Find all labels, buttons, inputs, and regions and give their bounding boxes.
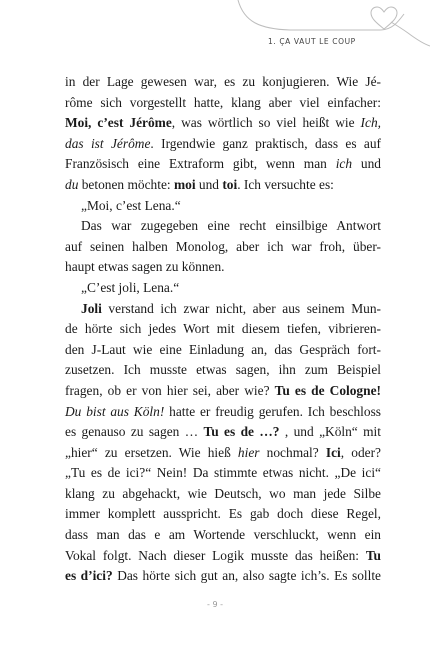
text-line: fragen, ob er von hier sei, aber wie? Tu es de Cologne! <box>65 382 381 398</box>
chapter-header-ornament <box>0 0 430 70</box>
text-line: immer komplett ausspricht. Es gab doch diese Regel, <box>65 506 381 522</box>
chapter-title: 1. ÇA VAUT LE COUP <box>268 37 356 46</box>
text-line: Vokal folgt. Nach dieser Logik musste das heißen: Tu <box>65 547 381 563</box>
text-line: rôme sich vorgestellt hatte, klang aber viel einfacher: <box>65 94 381 110</box>
text-line: den J-Laut wie eine Einladung an, das Gespräch fort- <box>65 341 381 357</box>
heart-tail-line <box>391 22 430 46</box>
text-line: „Tu es de ici?“ Nein! Da stimmte etwas nicht. „De ici“ <box>65 465 381 481</box>
page-number: - 9 - <box>207 600 223 609</box>
text-line: in der Lage gewesen war, es zu konjugieren. Wie Jé- <box>65 74 381 89</box>
text-line: de hörte sich jedes Wort mit diesem tiefen, vibrieren- <box>65 321 381 337</box>
text-line: du betonen möchte: moi und toi. Ich versuchte es: <box>65 176 334 192</box>
text-line: Französisch eine Extraform gibt, wenn man ich und <box>65 156 381 172</box>
text-line: dass man das e am Wortende verschluckt, wenn ein <box>65 527 381 543</box>
text-line: zusetzen. Ich musste etwas sagen, ihn zum Beispiel <box>65 362 381 378</box>
text-line: Moi, c’est Jérôme, was wörtlich so viel heißt wie Ich, <box>65 115 381 131</box>
text-line: „hier“ zu ersetzen. Wie hieß hier nochmal? Ici, oder? <box>65 444 381 460</box>
text-line: das ist Jérôme. Irgendwie ganz praktisch, dass es auf <box>65 135 382 151</box>
text-line: Du bist aus Köln! hatte er freudig gerufen. Ich beschloss <box>65 403 382 419</box>
body-text <box>65 72 381 587</box>
text-line: es genauso zu sagen … Tu es de …? , und „Köln“ mit <box>65 424 381 440</box>
text-line: „C’est joli, Lena.“ <box>81 279 180 295</box>
text-line: Das war zugegeben eine recht einsilbige Antwort <box>81 218 381 234</box>
text-line: es d’ici? Das hörte sich gut an, also sagte ich’s. Es sollte <box>65 568 381 584</box>
text-line: haupt etwas sagen zu können. <box>65 259 225 275</box>
text-line: auf seinen halben Monolog, aber ich war froh, über- <box>65 238 381 254</box>
text-line: „Moi, c’est Lena.“ <box>81 197 181 213</box>
text-line: klang zu abgehackt, wie Deutsch, wo man jede Silbe <box>65 485 381 501</box>
text-line: Joli verstand ich zwar nicht, aber aus seinem Mun- <box>81 300 381 316</box>
